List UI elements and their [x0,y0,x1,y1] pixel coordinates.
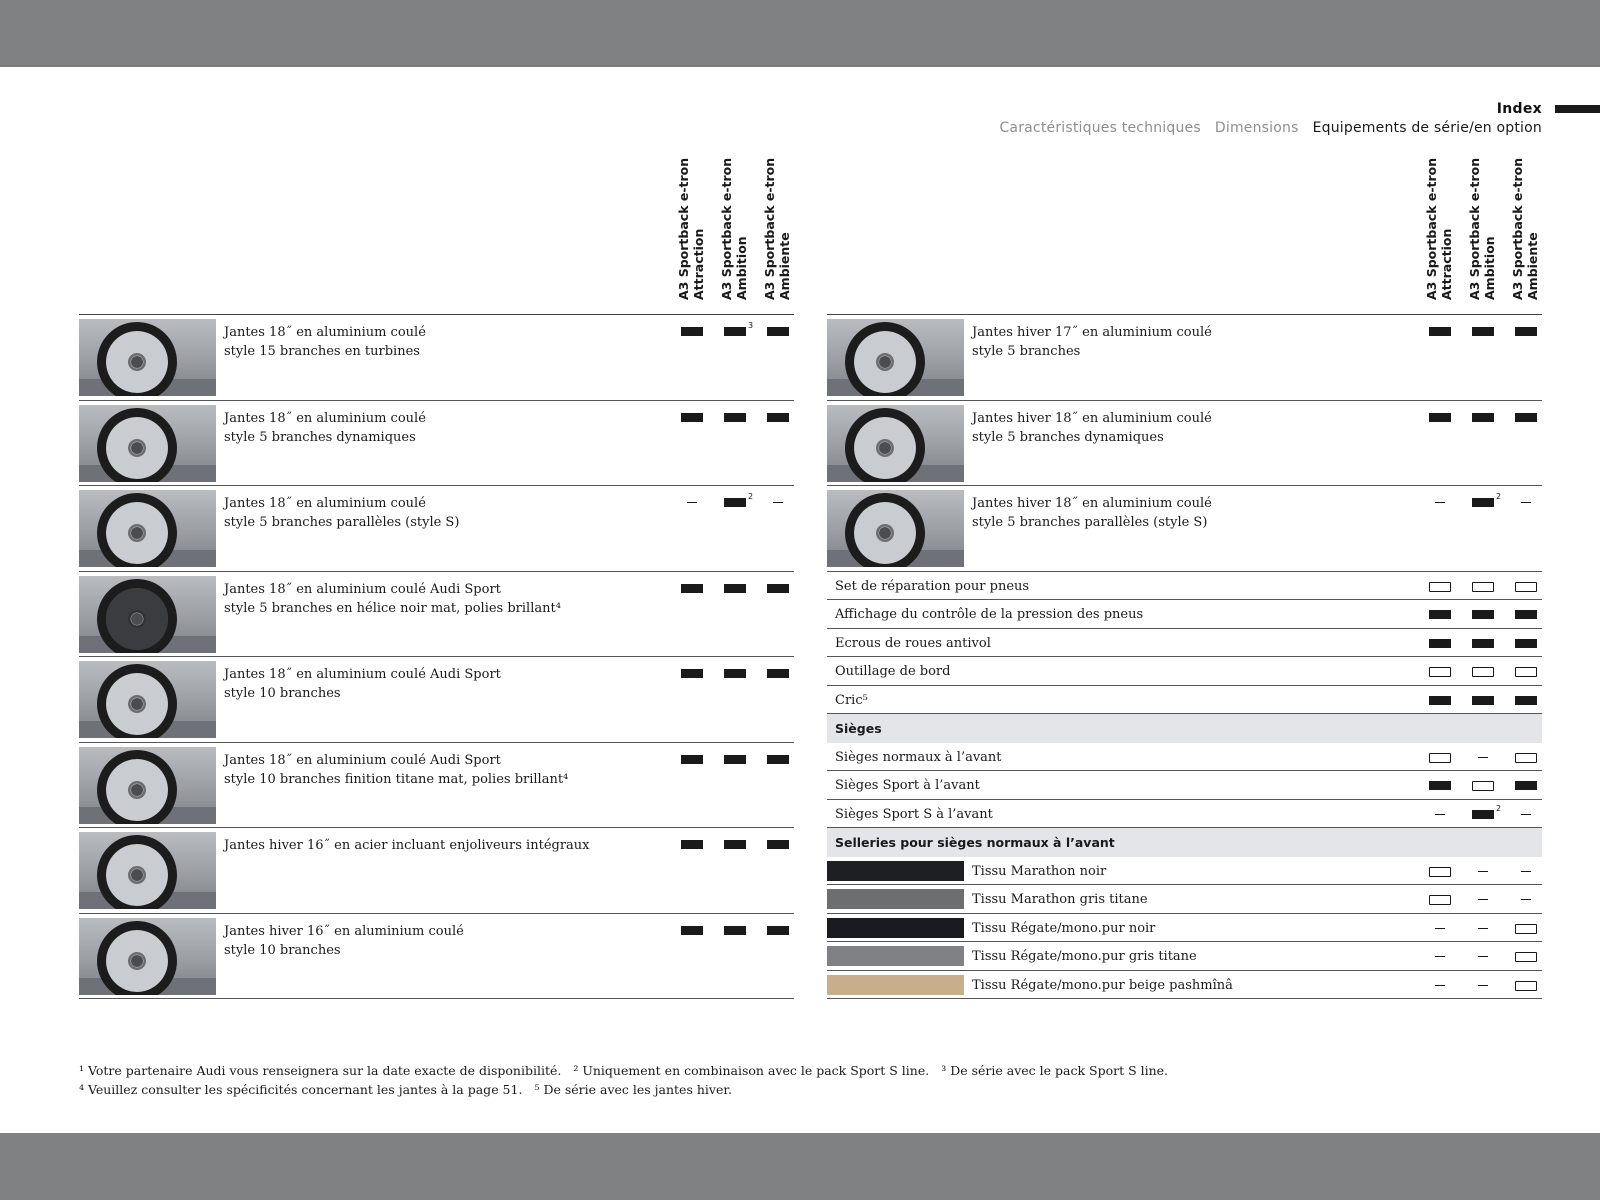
table-row [827,315,1542,401]
row-label-line: style 5 branches dynamiques [224,429,416,445]
table-row [79,914,794,1000]
availability-cell [1468,492,1502,510]
nav-link-specifications[interactable]: Caractéristiques techniques [999,120,1201,136]
table-row [79,657,794,743]
availability-cell [1468,637,1498,651]
standard-mark-icon [724,755,746,764]
standard-mark-icon [681,584,703,593]
row-label-line: Sièges Sport S à l’avant [835,806,993,822]
table-row [827,686,1542,715]
availability-cell [720,667,750,681]
hub-shape [879,442,891,454]
row-label-line: Selleries pour sièges normaux à l’avant [835,835,1115,850]
standard-mark-icon [1472,610,1494,619]
row-label [224,922,464,960]
section-header-row [827,828,1542,857]
row-label-line: Sièges Sport à l’avant [835,778,980,793]
not-available-dash-icon [1478,956,1488,957]
row-label-line: Outillage de bord [835,664,951,679]
row-label [835,776,980,795]
standard-mark-icon [724,413,746,422]
fabric-swatch [827,975,964,995]
row-label-line: Jantes 18˝ en aluminium coulé [224,496,426,511]
wheel-thumbnail [79,490,216,567]
footnote-ref: 3 [748,321,754,330]
row-label-line: style 15 branches en turbines [224,344,420,359]
row-label [835,577,1029,596]
row-label-line: style 5 branches dynamiques [972,429,1164,445]
row-label-line: style 10 branches finition titane mat, polies brillant⁴ [224,771,569,787]
availability-cell [763,582,793,596]
wheel-thumbnail [79,918,216,995]
availability-cell [1511,608,1541,622]
nav-link-dimensions[interactable]: Dimensions [1214,120,1299,136]
availability-cell [1425,608,1455,622]
availability-cell [1425,979,1455,993]
option-mark-icon [1472,667,1494,677]
hub-shape [131,784,143,796]
standard-mark-icon [1472,327,1494,336]
column-headers [827,157,1542,315]
footnote: ² Uniquement en combinaison avec le pack Sport S line. [573,1063,930,1078]
footnote-line [79,1080,1180,1099]
hub-shape [131,527,143,539]
standard-mark-icon [724,669,746,678]
availability-cell [1468,893,1498,907]
row-label [835,805,993,824]
table-body [827,315,1542,999]
availability-cell [1468,608,1498,622]
availability-cell [1468,665,1498,679]
table-row [79,828,794,914]
table-row [827,486,1542,572]
availability-cell [1468,779,1498,793]
availability-cell [1468,325,1498,339]
not-available-dash-icon [1435,985,1445,986]
row-label-line: Jantes 18˝ en aluminium coulé Audi Sport [224,667,501,682]
row-label-line: Ecrous de roues antivol [835,635,991,651]
option-mark-icon [1429,667,1451,677]
wheel-thumbnail [827,319,964,396]
row-label-line: Tissu Régate/mono.pur beige pashmînâ [972,977,1233,993]
availability-cell [763,411,793,425]
standard-mark-icon [1472,810,1494,819]
option-mark-icon [1515,667,1537,677]
availability-cell [1511,979,1541,993]
availability-cell [1511,496,1541,510]
availability-cell [1511,808,1541,822]
standard-mark-icon [1429,327,1451,336]
hub-shape [879,356,891,368]
footnote-ref: 2 [1496,492,1502,501]
viewer-bottom-bar [0,1133,1600,1200]
row-label-line: style 5 branches parallèles (style S) [972,515,1208,530]
row-label-line: Tissu Régate/mono.pur noir [972,920,1156,936]
row-label [972,919,1155,938]
row-label [835,748,1002,767]
table-row [827,885,1542,914]
availability-cell [763,325,793,339]
availability-cell [1511,694,1541,708]
not-available-dash-icon [1435,928,1445,929]
fabric-swatch [827,889,964,909]
row-label-line: style 5 branches en hélice noir mat, polies brillant⁴ [224,600,561,616]
availability-cell [1511,893,1541,907]
standard-mark-icon [681,413,703,422]
availability-cell [1468,803,1502,822]
table-row [79,315,794,401]
not-available-dash-icon [1521,502,1531,503]
row-label-line: Jantes 18˝ en aluminium coulé Audi Sport [224,581,501,597]
availability-cell [1511,665,1541,679]
option-mark-icon [1472,582,1494,592]
standard-mark-icon [767,327,789,336]
table-row [79,486,794,572]
table-row [79,743,794,829]
nav-link-equipment[interactable]: Equipements de série/en option [1312,120,1542,136]
not-available-dash-icon [1478,899,1488,900]
fabric-swatch [827,918,964,938]
wheel-thumbnail [79,747,216,824]
row-label [224,836,590,855]
not-available-dash-icon [1521,899,1531,900]
availability-cell [1425,808,1455,822]
section-nav [999,120,1542,136]
standard-mark-icon [681,755,703,764]
equipment-table-right [827,157,1542,999]
row-label [972,494,1212,532]
row-label [224,580,561,618]
standard-mark-icon [681,327,703,336]
option-mark-icon [1429,582,1451,592]
row-label [972,323,1212,361]
availability-cell [720,411,750,425]
not-available-dash-icon [1521,871,1531,872]
option-mark-icon [1515,981,1537,991]
option-mark-icon [1515,924,1537,934]
column-header-ambiente: A3 Sportback e-tron Ambiente [762,157,792,300]
standard-mark-icon [681,840,703,849]
standard-mark-icon [1515,696,1537,705]
not-available-dash-icon [1478,985,1488,986]
standard-mark-icon [1515,413,1537,422]
row-label [972,862,1106,881]
standard-mark-icon [681,926,703,935]
row-label-line: Tissu Régate/mono.pur gris titane [972,949,1197,964]
viewer-top-bar [0,0,1600,67]
row-label-line: Set de réparation pour pneus [835,578,1030,594]
table-row [827,942,1542,971]
standard-mark-icon [681,669,703,678]
standard-mark-icon [1429,639,1451,648]
availability-cell [1425,922,1455,936]
availability-cell [1468,751,1498,765]
table-row [827,971,1542,1000]
not-available-dash-icon [1478,871,1488,872]
availability-cell [677,411,707,425]
table-row [827,629,1542,658]
availability-cell [1468,922,1498,936]
column-header-attraction: A3 Sportback e-tron Attraction [1424,157,1454,300]
hub-shape [131,442,143,454]
row-label [835,634,991,653]
row-label [972,409,1212,447]
row-label [835,605,1143,624]
availability-cell [1511,865,1541,879]
row-label-line: Jantes hiver 18˝ en aluminium coulé [972,496,1212,511]
standard-mark-icon [724,327,746,336]
availability-cell [720,838,750,852]
footnote: ⁵ De série avec les jantes hiver. [534,1082,732,1097]
availability-cell [1425,637,1455,651]
availability-cell [1425,411,1455,425]
standard-mark-icon [767,926,789,935]
row-label-line: Jantes 18˝ en aluminium coulé [224,325,426,340]
not-available-dash-icon [1521,814,1531,815]
availability-cell [1511,580,1541,594]
row-label-line: style 5 branches parallèles (style S) [224,515,460,530]
standard-mark-icon [1429,610,1451,619]
availability-cell [677,924,707,938]
availability-cell [1468,865,1498,879]
wheel-thumbnail [79,319,216,396]
availability-cell [1511,779,1541,793]
index-marker [1555,105,1600,113]
not-available-dash-icon [1478,757,1488,758]
equipment-table-left [79,157,794,999]
row-label [972,947,1197,966]
standard-mark-icon [767,755,789,764]
wheel-thumbnail [827,490,964,567]
option-mark-icon [1472,781,1494,791]
availability-cell [763,667,793,681]
availability-cell [1425,580,1455,594]
table-row [827,857,1542,886]
availability-cell [1425,779,1455,793]
availability-cell [1511,411,1541,425]
wheel-thumbnail [79,405,216,482]
option-mark-icon [1515,952,1537,962]
row-label-line: Jantes hiver 18˝ en aluminium coulé [972,410,1212,426]
availability-cell [1425,950,1455,964]
option-mark-icon [1429,895,1451,905]
footnote-ref: 2 [1496,803,1502,813]
option-mark-icon [1515,753,1537,763]
availability-cell [1511,637,1541,651]
not-available-dash-icon [1478,928,1488,929]
row-label [972,890,1148,909]
table-row [79,572,794,658]
row-label [835,691,868,710]
row-label [224,323,426,361]
availability-cell [720,321,754,339]
not-available-dash-icon [1435,502,1445,503]
hub-shape [131,698,143,710]
row-label [835,719,882,738]
index-link[interactable]: Index [1496,101,1542,117]
availability-cell [677,582,707,596]
wheel-thumbnail [79,661,216,738]
table-row [827,800,1542,829]
availability-cell [677,838,707,852]
wheel-thumbnail [79,832,216,909]
availability-cell [763,753,793,767]
standard-mark-icon [724,498,746,507]
availability-cell [1511,922,1541,936]
table-row [827,771,1542,800]
availability-cell [720,924,750,938]
option-mark-icon [1515,582,1537,592]
footnote: ³ De série avec le pack Sport S line. [941,1063,1169,1078]
fabric-swatch [827,946,964,966]
availability-cell [1468,580,1498,594]
standard-mark-icon [1429,413,1451,422]
row-label-line: style 10 branches [224,686,341,701]
row-label-line: Affichage du contrôle de la pression des pneus [835,607,1144,622]
availability-cell [1511,950,1541,964]
availability-cell [1425,694,1455,708]
standard-mark-icon [1515,610,1537,619]
table-row [827,657,1542,686]
availability-cell [763,924,793,938]
availability-cell [720,492,754,510]
not-available-dash-icon [687,502,697,503]
standard-mark-icon [767,413,789,422]
fabric-swatch [827,861,964,881]
footnotes [79,1061,1180,1099]
hub-shape [131,356,143,368]
availability-cell [677,496,707,510]
standard-mark-icon [724,840,746,849]
column-header-ambition: A3 Sportback e-tron Ambition [1467,157,1497,300]
option-mark-icon [1429,753,1451,763]
footnote: ⁴ Veuillez consulter les spécificités concernant les jantes à la page 51. [79,1082,523,1097]
row-label-line: Jantes hiver 16˝ en acier incluant enjoliveurs intégraux [224,838,590,853]
row-label-line: Sièges [835,721,882,736]
footnote: ¹ Votre partenaire Audi vous renseignera sur la date exacte de disponibilité. [79,1063,562,1078]
option-mark-icon [1429,867,1451,877]
row-label-line: Jantes hiver 16˝ en aluminium coulé [224,923,464,939]
row-label [224,409,426,447]
row-label-line: style 10 branches [224,942,341,958]
availability-cell [1468,979,1498,993]
availability-cell [677,667,707,681]
table-row [827,914,1542,943]
availability-cell [1425,751,1455,765]
availability-cell [1468,950,1498,964]
wheel-thumbnail [827,405,964,482]
standard-mark-icon [724,584,746,593]
row-label-line: Jantes 18˝ en aluminium coulé [224,410,426,426]
standard-mark-icon [1472,696,1494,705]
table-row [827,743,1542,772]
availability-cell [1425,325,1455,339]
column-header-ambiente: A3 Sportback e-tron Ambiente [1510,157,1540,300]
standard-mark-icon [767,584,789,593]
column-headers [79,157,794,315]
row-label [835,833,1115,852]
section-header-row [827,714,1542,743]
row-label-line: Tissu Marathon noir [972,863,1107,879]
availability-cell [720,582,750,596]
availability-cell [1468,694,1498,708]
availability-cell [763,496,793,510]
row-label [224,665,501,703]
standard-mark-icon [1472,639,1494,648]
availability-cell [720,753,750,767]
standard-mark-icon [724,926,746,935]
not-available-dash-icon [773,502,783,503]
footnote-line [79,1061,1180,1080]
row-label [224,751,568,789]
footnote-ref: 2 [748,492,754,501]
availability-cell [1511,325,1541,339]
availability-cell [1425,893,1455,907]
availability-cell [1511,751,1541,765]
row-label [835,662,950,681]
availability-cell [763,838,793,852]
table-row [827,600,1542,629]
table-row [827,572,1542,601]
hub-shape [131,955,143,967]
not-available-dash-icon [1435,956,1445,957]
standard-mark-icon [1429,696,1451,705]
availability-cell [677,753,707,767]
availability-cell [1425,665,1455,679]
row-label-line: style 5 branches [972,344,1081,359]
not-available-dash-icon [1435,814,1445,815]
table-row [827,401,1542,487]
standard-mark-icon [1515,327,1537,336]
standard-mark-icon [1472,498,1494,507]
standard-mark-icon [767,840,789,849]
column-header-ambition: A3 Sportback e-tron Ambition [719,157,749,300]
availability-cell [1468,411,1498,425]
availability-cell [1425,865,1455,879]
row-label-line: Sièges normaux à l’avant [835,749,1002,765]
column-header-attraction: A3 Sportback e-tron Attraction [676,157,706,300]
standard-mark-icon [1472,413,1494,422]
availability-cell [1425,496,1455,510]
hub-shape [879,527,891,539]
row-label-line: Cric⁵ [835,692,868,708]
row-label [972,976,1233,995]
standard-mark-icon [1429,781,1451,790]
table-row [79,401,794,487]
row-label-line: Tissu Marathon gris titane [972,892,1148,907]
hub-shape [131,869,143,881]
wheel-thumbnail [79,576,216,653]
table-body [79,315,794,999]
availability-cell [677,325,707,339]
standard-mark-icon [1515,781,1537,790]
row-label [224,494,459,532]
standard-mark-icon [767,669,789,678]
standard-mark-icon [1515,639,1537,648]
row-label-line: Jantes hiver 17˝ en aluminium coulé [972,325,1212,340]
row-label-line: Jantes 18˝ en aluminium coulé Audi Sport [224,752,501,768]
hub-shape [131,613,143,625]
